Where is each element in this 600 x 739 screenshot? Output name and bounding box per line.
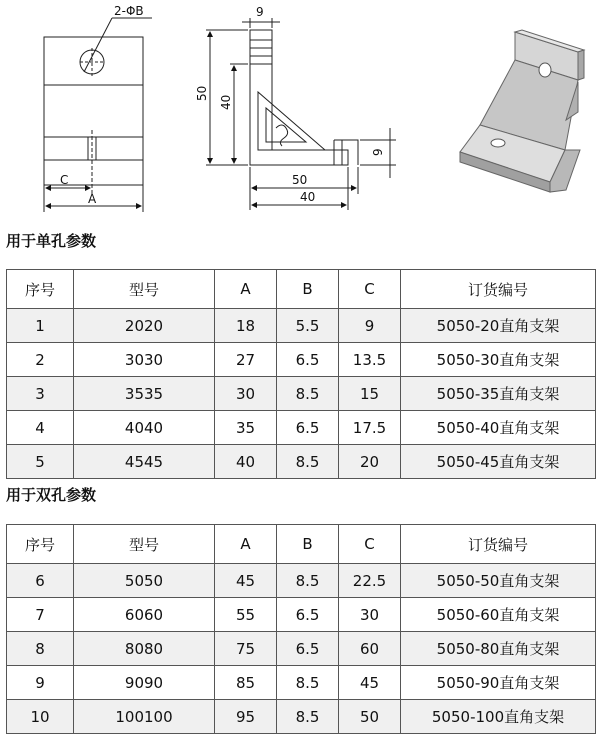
cell-model: 9090 — [74, 666, 215, 700]
cell-b: 6.5 — [277, 343, 339, 377]
single-hole-table — [6, 269, 596, 479]
front-view — [44, 4, 152, 212]
cell-c: 30 — [339, 598, 401, 632]
header-c: C — [339, 525, 401, 564]
header-a: A — [215, 270, 277, 309]
dim-a-label: A — [88, 192, 97, 206]
table-row — [7, 700, 596, 734]
cell-c: 60 — [339, 632, 401, 666]
cell-model: 2020 — [74, 309, 215, 343]
cell-a: 18 — [215, 309, 277, 343]
table-row — [7, 343, 596, 377]
cell-order-number: 5050-35直角支架 — [401, 377, 596, 411]
cell-c: 15 — [339, 377, 401, 411]
cell-b: 8.5 — [277, 666, 339, 700]
dim-height-outer-label: 50 — [195, 85, 209, 101]
header-b: B — [277, 270, 339, 309]
cell-b: 8.5 — [277, 445, 339, 479]
cell-b: 5.5 — [277, 309, 339, 343]
cell-c: 22.5 — [339, 564, 401, 598]
cell-b: 8.5 — [277, 377, 339, 411]
cell-model: 3535 — [74, 377, 215, 411]
header-model: 型号 — [74, 270, 215, 309]
cell-b: 6.5 — [277, 598, 339, 632]
header-model: 型号 — [74, 525, 215, 564]
cell-c: 17.5 — [339, 411, 401, 445]
dim-height-inner-label: 40 — [219, 94, 233, 110]
header-c: C — [339, 270, 401, 309]
cell-a: 85 — [215, 666, 277, 700]
header-order-number: 订货编号 — [401, 270, 596, 309]
cell-a: 40 — [215, 445, 277, 479]
double-hole-table — [6, 524, 596, 734]
cell-a: 45 — [215, 564, 277, 598]
cell-model: 100100 — [74, 700, 215, 734]
cell-a: 30 — [215, 377, 277, 411]
cell-b: 6.5 — [277, 411, 339, 445]
cell-c: 20 — [339, 445, 401, 479]
side-view — [195, 5, 396, 210]
cell-model: 4545 — [74, 445, 215, 479]
dim-c-label: C — [60, 173, 69, 187]
table-header-row — [7, 525, 596, 564]
cell-a: 35 — [215, 411, 277, 445]
cell-index: 8 — [7, 632, 74, 666]
cell-a: 75 — [215, 632, 277, 666]
cell-c: 45 — [339, 666, 401, 700]
cell-index: 4 — [7, 411, 74, 445]
cell-a: 95 — [215, 700, 277, 734]
cell-c: 50 — [339, 700, 401, 734]
cell-order-number: 5050-30直角支架 — [401, 343, 596, 377]
cell-index: 6 — [7, 564, 74, 598]
cell-b: 6.5 — [277, 632, 339, 666]
double-hole-title: 用于双孔参数 — [6, 486, 97, 504]
cell-order-number: 5050-50直角支架 — [401, 564, 596, 598]
cell-order-number: 5050-90直角支架 — [401, 666, 596, 700]
cell-model: 5050 — [74, 564, 215, 598]
dim-right-label: 9 — [371, 148, 385, 156]
cell-index: 2 — [7, 343, 74, 377]
cell-b: 8.5 — [277, 564, 339, 598]
dim-bottom-inner-label: 50 — [292, 173, 308, 187]
cell-order-number: 5050-60直角支架 — [401, 598, 596, 632]
table-row — [7, 564, 596, 598]
header-order-number: 订货编号 — [401, 525, 596, 564]
table-row — [7, 598, 596, 632]
bracket-3d-image — [460, 30, 584, 192]
header-index: 序号 — [7, 270, 74, 309]
single-hole-title: 用于单孔参数 — [6, 232, 97, 250]
table-row — [7, 411, 596, 445]
table-row — [7, 309, 596, 343]
table-row — [7, 377, 596, 411]
cell-index: 10 — [7, 700, 74, 734]
dim-bottom-outer-label: 40 — [300, 190, 316, 204]
cell-a: 55 — [215, 598, 277, 632]
table-header-row — [7, 270, 596, 309]
cell-index: 1 — [7, 309, 74, 343]
cell-index: 9 — [7, 666, 74, 700]
dim-top-label: 9 — [256, 5, 264, 19]
header-index: 序号 — [7, 525, 74, 564]
header-a: A — [215, 525, 277, 564]
cell-index: 7 — [7, 598, 74, 632]
hole-label: 2-ΦB — [114, 4, 144, 18]
cell-b: 8.5 — [277, 700, 339, 734]
cell-order-number: 5050-80直角支架 — [401, 632, 596, 666]
cell-index: 3 — [7, 377, 74, 411]
cell-index: 5 — [7, 445, 74, 479]
cell-a: 27 — [215, 343, 277, 377]
cell-c: 13.5 — [339, 343, 401, 377]
cell-model: 3030 — [74, 343, 215, 377]
cell-order-number: 5050-100直角支架 — [401, 700, 596, 734]
table-row — [7, 445, 596, 479]
cell-model: 6060 — [74, 598, 215, 632]
cell-order-number: 5050-40直角支架 — [401, 411, 596, 445]
technical-drawing — [0, 0, 600, 225]
cell-c: 9 — [339, 309, 401, 343]
cell-model: 8080 — [74, 632, 215, 666]
cell-order-number: 5050-20直角支架 — [401, 309, 596, 343]
table-row — [7, 666, 596, 700]
cell-order-number: 5050-45直角支架 — [401, 445, 596, 479]
header-b: B — [277, 525, 339, 564]
cell-model: 4040 — [74, 411, 215, 445]
table-row — [7, 632, 596, 666]
